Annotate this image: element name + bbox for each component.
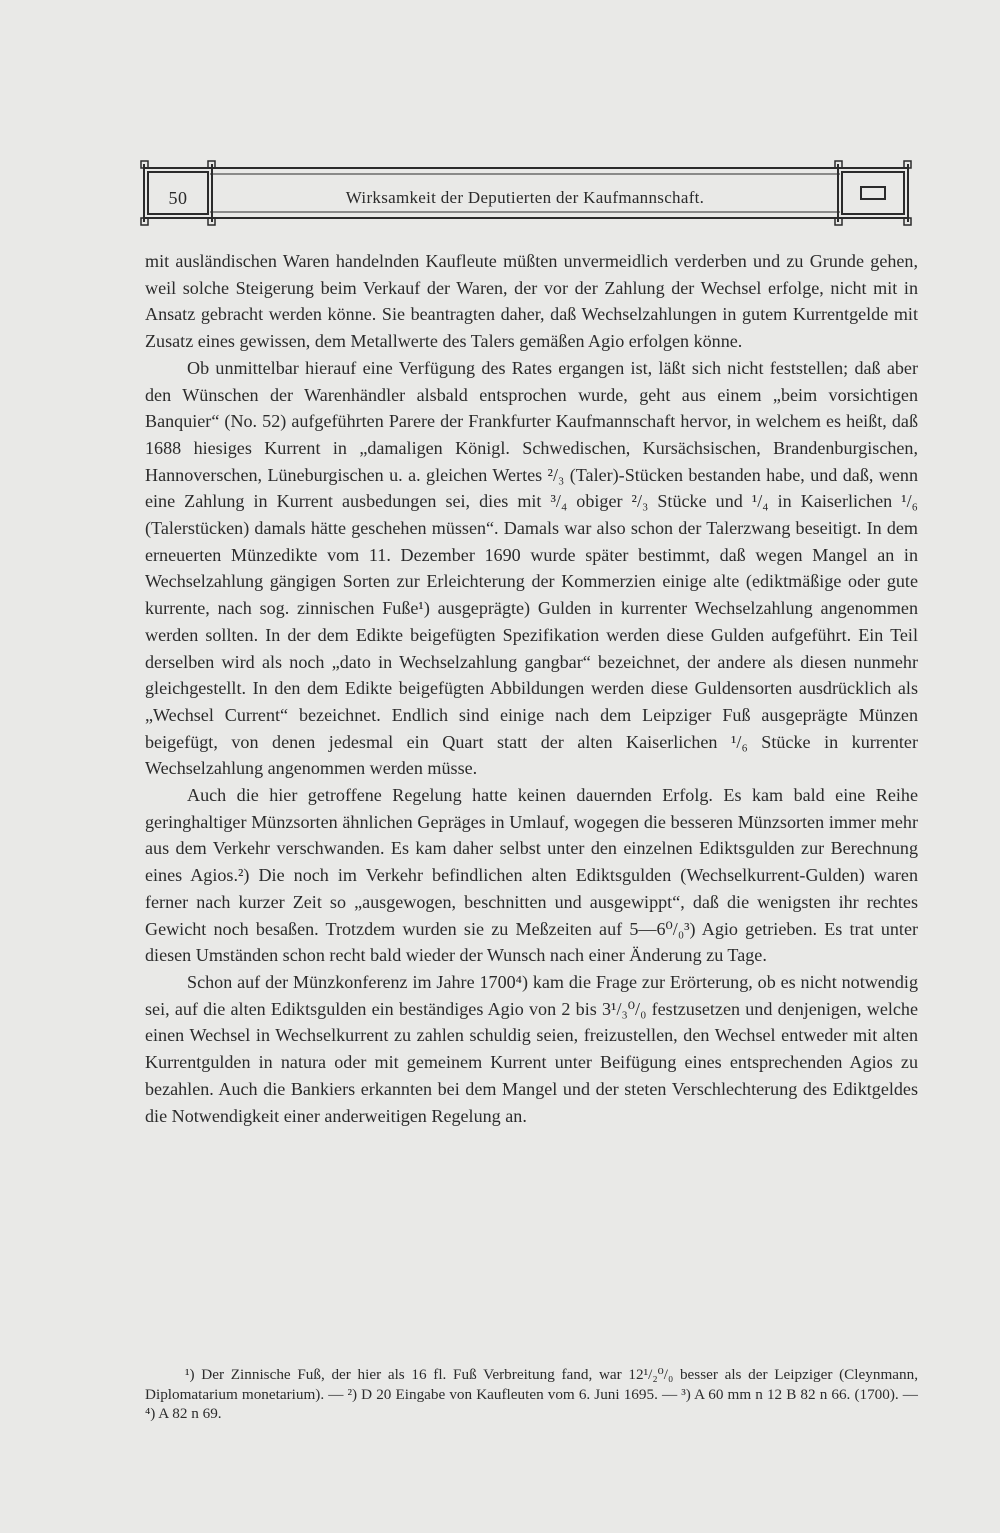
page-number: 50 [168, 188, 188, 208]
paragraph-3: Auch die hier getroffene Regelung hatte keinen dauernden Erfolg. Es kam bald eine Reihe geringhaltiger Münzsorten ähnlichen Gepräges in Umlauf, wogegen die besseren Münzsorten immer mehr aus dem Verkehr verschwanden. Es kam daher selbst unter den einzelnen Ediktsgulden zur Berechnung eines Agios.²) Die noch im Verkehr befindlichen alten Ediktsgulden (Wechselkurrent-Gulden) waren ferner nach kurzer Zeit so „ausgewogen, beschnitten und ausgewippt“, daß die wenigsten ihr rechtes Gewicht noch besaßen. Trotzdem wurden sie zu Meßzeiten auf 5—6⁰/₀³) Agio getrieben. Es trat unter diesen Umständen schon recht bald wieder der Wunsch nach einer Änderung zu Tage. [145, 785, 918, 966]
running-title: Wirksamkeit der Deputierten der Kaufmannschaft. [345, 188, 705, 207]
footnote-text: ¹) Der Zinnische Fuß, der hier als 16 fl. Fuß Verbreitung fand, war 12¹/₂⁰/₀ besser als der Leipziger (Cleynmann, Diplomatarium monetarium). — ²) D 20 Eingabe von Kaufleuten vom 6. Juni 1695. — ³) A 60 mm n 12 B 82 n 66. (1700). — ⁴) A 82 n 69. [145, 1366, 918, 1422]
footnotes [145, 1365, 918, 1424]
page-header [140, 160, 912, 226]
body-text [145, 248, 918, 1129]
paragraph-2: Ob unmittelbar hierauf eine Verfügung des Rates ergangen ist, läßt sich nicht feststellen; daß aber den Wünschen der Warenhändler alsbald entsprochen wurde, geht aus einem „beim vorsichtigen Banquier“ (No. 52) aufgeführten Parere der Frankfurter Kaufmannschaft hervor, in welchem es heißt, daß 1688 hiesiges Kurrent in „damaligen Königl. Schwedischen, Kursächsischen, Brandenburgischen, Hannoverschen, Lüneburgischen u. a. gleichen Wertes ²/₃ (Taler)-Stücken bestanden habe, und daß, wenn eine Zahlung in Kurrent ausbedungen sei, dies mit ³/₄ obiger ²/₃ Stücke und ¹/₄ in Kaiserlichen ¹/₆ (Talerstücken) damals hätte geschehen müssen“. Damals war also schon der Talerzwang beseitigt. In dem erneuerten Münzedikte vom 11. Dezember 1690 wurde später bestimmt, daß wegen Mangel an in Wechselzahlung gängigen Sorten zur Erleichterung der Kommerzien einige alte (ediktmäßige oder gute kurrente, nach sog. zinnischen Fuße¹) ausgeprägte) Gulden in kurrenter Wechselzahlung angenommen werden sollten. In der dem Edikte beigefügten Spezifikation werden diese Gulden aufgeführt. Ein Teil derselben wird als noch „dato in Wechselzahlung gangbar“ bezeichnet, der andere als diesen nunmehr gleichgestellt. In den dem Edikte beigefügten Abbildungen werden diese Guldensorten ausdrücklich als „Wechsel Current“ bezeichnet. Endlich sind einige nach dem Leipziger Fuß ausgeprägte Münzen beigefügt, von denen jedesmal ein Quart statt der alten Kaiserlichen ¹/₆ Stücke in kurrenter Wechselzahlung angenommen werden müsse. [145, 357, 918, 779]
paragraph-4: Schon auf der Münzkonferenz im Jahre 1700⁴) kam die Frage zur Erörterung, ob es nicht notwendig sei, auf die alten Ediktsgulden ein beständiges Agio von 2 bis 3¹/₃⁰/₀ festzusetzen und denjenigen, welche einen Wechsel in Wechselkurrent zu zahlen schuldig seien, freizustellen, den Wechsel entweder mit alten Kurrentgulden in natura oder mit gemeinem Kurrent unter Beifügung eines entsprechenden Agios zu bezahlen. Auch die Bankiers erkannten bei dem Mangel und der steten Verschlechterung des Ediktgeldes die Notwendigkeit einer anderweitigen Regelung an. [145, 971, 918, 1126]
paragraph-1: mit ausländischen Waren handelnden Kaufleute müßten unvermeidlich verderben und zu Grunde gehen, weil solche Steigerung beim Verkauf der Waren, der vor der Zahlung der Wechsel erfolge, nicht mit in Ansatz gebracht werden könne. Sie beantragten daher, daß Wechselzahlungen in gutem Kurrentgelde mit Zusatz eines gewissen, dem Metallwerte des Talers gemäßen Agio erfolgen könne. [145, 251, 918, 352]
